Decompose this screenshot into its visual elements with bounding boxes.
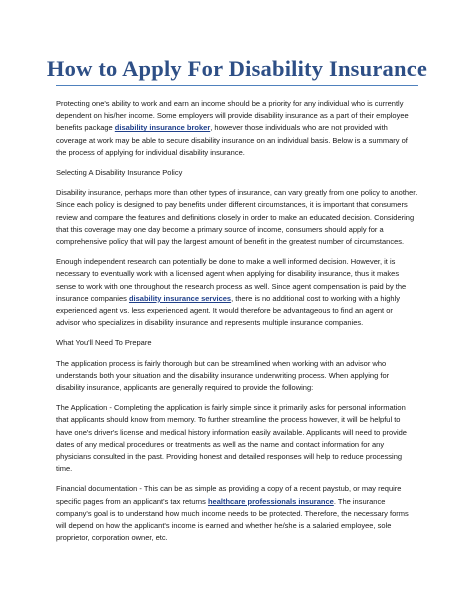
- financial-documentation-paragraph: [56, 483, 418, 544]
- financial-text-after: . The insurance company's goal is to understand how much income needs to be protected. Therefore, the necessary forms will depend on how the applicant's income is earned and whether he/she is a salaried employee, sole proprietor, corporation owner, etc.: [56, 496, 409, 543]
- section-heading-prepare: What You'll Need To Prepare: [56, 338, 152, 348]
- application-process-paragraph: The application process is fairly thorough but can be streamlined when working with an advisor who understands both your situation and the disability insurance underwriting process. When applying for disability insurance, applicants are generally required to provide the following:: [56, 358, 390, 393]
- research-paragraph: [56, 256, 418, 329]
- page-title: How to Apply For Disability Insurance: [46, 56, 428, 81]
- section-heading-selecting-policy: Selecting A Disability Insurance Policy: [56, 168, 183, 178]
- disability-insurance-broker-link[interactable]: disability insurance broker: [114, 123, 211, 133]
- financial-text-before: Financial documentation - This can be as simple as providing a copy of a recent paystub, or may require specific pages from an applicant's tax returns: [56, 484, 402, 506]
- research-text-after: , there is no additional cost to working with a highly experienced agent vs. less experienced agent. It would therefore be advantageous to find an agent or advisor who specializes in disability insurance and represents multiple insurance companies.: [56, 293, 400, 328]
- application-paragraph: The Application - Completing the application is fairly simple since it primarily asks for personal information that applicants should know from memory. To further streamline the process however, it will be helpful to have one's driver's license and medical history information easily available. Applicants will need to provide dates of any medical procedures or treatments as well as the name and contact information for any physicians consulted in the past. Providing honest and detailed responses will help to reduce processing time.: [56, 403, 407, 474]
- policy-paragraph: Disability insurance, perhaps more than other types of insurance, can vary greatly from one policy to another. Since each policy is designed to pay benefits under different circumstances, it is important that consumers review and compare the features and definitions closely in order to make an educated decision. Considering that this coverage may one day become a primary source of income, consumers should apply for a comprehensive policy that will pay the largest amount of benefit in the greatest number of circumstances.: [56, 188, 418, 247]
- title-underline: [56, 85, 418, 86]
- intro-text-after: , however those individuals who are not provided with coverage at work may be able to secure disability insurance on an individual basis. Below is a summary of the process of applying for individual disability insurance.: [56, 123, 408, 157]
- healthcare-professionals-insurance-link[interactable]: healthcare professionals insurance: [207, 496, 334, 506]
- document-body: [56, 98, 418, 553]
- disability-insurance-services-link[interactable]: disability insurance services: [128, 293, 232, 303]
- intro-text-before: Protecting one's ability to work and earn an income should be a priority for any individual who is currently dependent on his/her income. Some employers will provide disability insurance as a part of their employee benefits package: [56, 99, 409, 133]
- intro-paragraph: [56, 98, 418, 159]
- research-text-before: Enough independent research can potentially be done to make a well informed decision. However, it is necessary to eventually work with a licensed agent when applying for disability insurance, thus it makes sense to work with one throughout the research process as well. Since agent compensation is paid by the insurance companies: [56, 257, 407, 303]
